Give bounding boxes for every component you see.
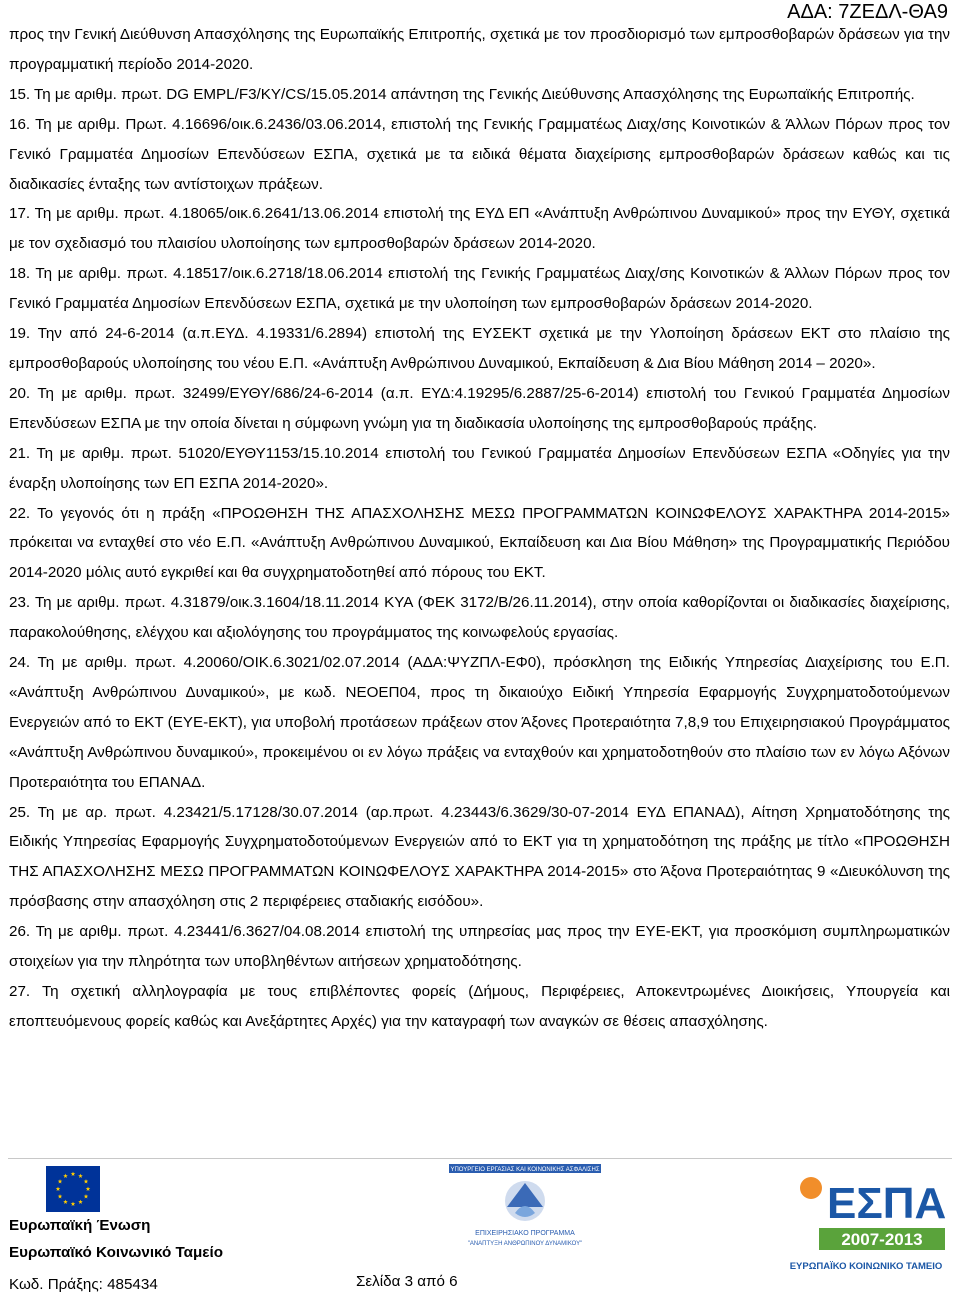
paragraph-25: 25. Τη με αρ. πρωτ. 4.23421/5.17128/30.07.2014 (αρ.πρωτ. 4.23443/6.3629/30-07-2014 ΕΥΔ ΕΠΑΝΑΔ), Αίτηση Χρηματοδότησης της Ειδικής Υπηρεσίας Εφαρμογής Συγχρηματοδοτούμενων Ενεργειών από το ΕΚΤ για τη χρηματοδότηση της πράξης με τίτλο «ΠΡΟΩΘΗΣΗ ΤΗΣ ΑΠΑΣΧΟΛΗΣΗΣ ΜΕΣΩ ΠΡΟΓΡΑΜΜΑΤΩΝ ΚΟΙΝΩΦΕΛΟΥΣ ΧΑΡΑΚΤΗΡΑ 2014-2015» στο Άξονα Προτεραιότητας 9 «Διευκόλυνση της πρόσβασης στην απασχόληση στις 2 περιφέρειες σταδιακής εισόδου». xyxy=(9,803,950,911)
espa-brand-text: ΕΣΠΑ xyxy=(827,1179,947,1228)
paragraph-14-continued: προς την Γενική Διεύθυνση Απασχόλησης της Ευρωπαϊκής Επιτροπής, σχετικά με τον προσδιορισμό των εμπροσθοβαρών δράσεων για την προγραμματική περίοδο 2014-2020. xyxy=(9,26,950,73)
eu-fund-label: Ευρωπαϊκό Κοινωνικό Ταμείο xyxy=(9,1244,223,1261)
paragraph-26: 26. Τη με αριθμ. πρωτ. 4.23441/6.3627/04.08.2014 επιστολή της υπηρεσίας μας προς την ΕΥΕ-ΕΚΤ, για προσκόμιση συμπληρωματικών στοιχείων για την πληρότητα των υποβληθέντων αιτήσεων χρηματοδότησης. xyxy=(9,923,950,971)
programme-title-text: ΕΠΙΧΕΙΡΗΣΙΑΚΟ ΠΡΟΓΡΑΜΜΑ xyxy=(475,1230,575,1237)
paragraph-16: 16. Τη με αριθμ. Πρωτ. 4.16696/οικ.6.2436/03.06.2014, επιστολή της Γενικής Γραμματέως Διαχ/σης Κοινοτικών & Άλλων Πόρων προς τον Γενικό Γραμματέα Δημοσίων Επενδύσεων ΕΣΠΑ, σχετικά με τα ειδικά θέματα διαχείρισης εμπροσθοβαρών δράσεων καθώς και τις διαδικασίες ένταξης των αντίστοιχων πράξεων. xyxy=(9,115,950,193)
paragraph-23: 23. Τη με αριθμ. πρωτ. 4.31879/οικ.3.1604/18.11.2014 ΚΥΑ (ΦΕΚ 3172/Β/26.11.2014), στην οποία καθορίζονται οι διαδικασίες διαχείρισης, παρακολούθησης, ελέγχου και αξιολόγησης του προγράμματος της κοινωφελούς εργασίας. xyxy=(9,594,950,642)
ada-code: ΑΔΑ: 7ΖΕΔΛ-ΘΑ9 xyxy=(787,1,948,23)
paragraph-18: 18. Τη με αριθμ. πρωτ. 4.18517/οικ.6.2718/18.06.2014 επιστολή της Γενικής Γραμματέως Διαχ/σης Κοινοτικών & Άλλων Πόρων προς τον Γενικό Γραμματέα Δημοσίων Επενδύσεων ΕΣΠΑ, σχετικά με την υλοποίηση των εμπροσθοβαρών δράσεων 2014-2020. xyxy=(9,265,950,313)
footer-divider xyxy=(8,1158,952,1159)
programme-subtitle-text: "ΑΝΑΠΤΥΞΗ ΑΝΘΡΩΠΙΝΟΥ ΔΥΝΑΜΙΚΟΥ" xyxy=(467,1241,583,1247)
espa-years-text: 2007-2013 xyxy=(841,1230,923,1249)
espa-logo xyxy=(783,1166,950,1286)
paragraph-17: 17. Τη με αριθμ. πρωτ. 4.18065/οικ.6.2641/13.06.2014 επιστολή της ΕΥΔ ΕΠ «Ανάπτυξη Ανθρώπινου Δυναμικού» προς την ΕΥΘΥ, σχετικά με τον σχεδιασμό του πλαισίου υλοποίησης των εμπροσθοβαρών δράσεων 2014-2020. xyxy=(9,205,950,253)
ministry-name-text: ΥΠΟΥΡΓΕΙΟ ΕΡΓΑΣΙΑΣ ΚΑΙ ΚΟΙΝΩΝΙΚΗΣ ΑΣΦΑΛΙΣΗΣ xyxy=(450,1167,600,1173)
paragraph-27: 27. Τη σχετική αλληλογραφία με τους επιβλέποντες φορείς (Δήμους, Περιφέρειες, Αποκεντρωμένες Διοικήσεις, Υπουργεία και εποπτευόμενους φορείς καθώς και Ανεξάρτητες Αρχές) για την καταγραφή των αναγκών σε θέσεις απασχόλησης. xyxy=(9,983,950,1030)
document-body xyxy=(9,20,950,1037)
paragraph-19: 19. Την από 24-6-2014 (α.π.ΕΥΔ. 4.19331/6.2894) επιστολή της ΕΥΣΕΚΤ σχετικά με την Υλοποίηση δράσεων ΕΚΤ στο πλαίσιο της εμπροσθοβαρούς υλοποίησης του νέου Ε.Π. «Ανάπτυξη Ανθρώπινου Δυναμικού, Εκπαίδευση & Δια Βίου Μάθηση 2014 – 2020». xyxy=(9,325,950,372)
project-code: Κωδ. Πράξης: 485434 xyxy=(9,1276,158,1293)
paragraph-15: 15. Τη με αριθμ. πρωτ. DG EMPL/F3/KY/CS/15.05.2014 απάντηση της Γενικής Διεύθυνσης Απασχόλησης της Ευρωπαϊκής Επιτροπής. xyxy=(9,85,915,103)
paragraph-24: 24. Τη με αριθμ. πρωτ. 4.20060/ΟΙΚ.6.3021/02.07.2014 (ΑΔΑ:ΨΥΖΠΛ-ΕΦ0), πρόσκληση της Ειδικής Υπηρεσίας Διαχείρισης του Ε.Π. «Ανάπτυξη Ανθρώπινου Δυναμικού», με κωδ. ΝΕΟΕΠ04, προς τη δικαιούχο Ειδική Υπηρεσία Εφαρμογής Συγχρηματοδοτούμενων Ενεργειών από το ΕΚΤ (ΕΥΕ-ΕΚΤ), για υποβολή προτάσεων πράξεων στον Άξονες Προτεραιότητα 7,8,9 του Επιχειρησιακού Προγράμματος «Ανάπτυξη Ανθρώπινου δυναμικού», προκειμένου οι εν λόγω πράξεις να ενταχθούν και χρηματοδοτηθούν στο πλαίσιο των εν λόγω Αξόνων Προτεραιότητα του ΕΠΑΝΑΔ. xyxy=(9,654,950,791)
page-number: Σελίδα 3 από 6 xyxy=(356,1273,458,1290)
espa-sun-icon xyxy=(800,1177,822,1199)
paragraph-21: 21. Τη με αριθμ. πρωτ. 51020/ΕΥΘΥ1153/15.10.2014 επιστολή του Γενικού Γραμματέα Δημοσίων Επενδύσεων ΕΣΠΑ «Οδηγίες για την έναρξη υλοποίησης των ΕΠ ΕΣΠΑ 2014-2020». xyxy=(9,444,950,492)
paragraph-22: 22. Το γεγονός ότι η πράξη «ΠΡΟΩΘΗΣΗ ΤΗΣ ΑΠΑΣΧΟΛΗΣΗΣ ΜΕΣΩ ΠΡΟΓΡΑΜΜΑΤΩΝ ΚΟΙΝΩΦΕΛΟΥΣ ΧΑΡΑΚΤΗΡΑ 2014-2015» πρόκειται να ενταχθεί στο νέο Ε.Π. «Ανάπτυξη Ανθρώπινου Δυναμικού, Εκπαίδευση και Δια Βίου Μάθηση» της Προγραμματικής Περιόδου 2014-2020 μόλις αυτό εγκριθεί και θα συγχρηματοδοτηθεί από πόρους του ΕΚΤ. xyxy=(9,504,950,582)
ministry-programme-logo xyxy=(441,1163,611,1275)
eu-union-label: Ευρωπαϊκή Ένωση xyxy=(9,1217,151,1234)
eu-flag-logo xyxy=(46,1166,100,1212)
paragraph-20: 20. Τη με αριθμ. πρωτ. 32499/ΕΥΘΥ/686/24-6-2014 (α.π. ΕΥΔ:4.19295/6.2887/25-6-2014) επιστολή του Γενικού Γραμματέα Δημοσίων Επενδύσεων ΕΣΠΑ με την οποία δίνεται η σύμφωνη γνώμη για τη διαδικασία υλοποίησης της εμπροσθοβαρούς πράξης. xyxy=(9,384,950,432)
espa-fund-text: ΕΥΡΩΠΑΪΚΟ ΚΟΙΝΩΝΙΚΟ ΤΑΜΕΙΟ xyxy=(789,1261,943,1272)
